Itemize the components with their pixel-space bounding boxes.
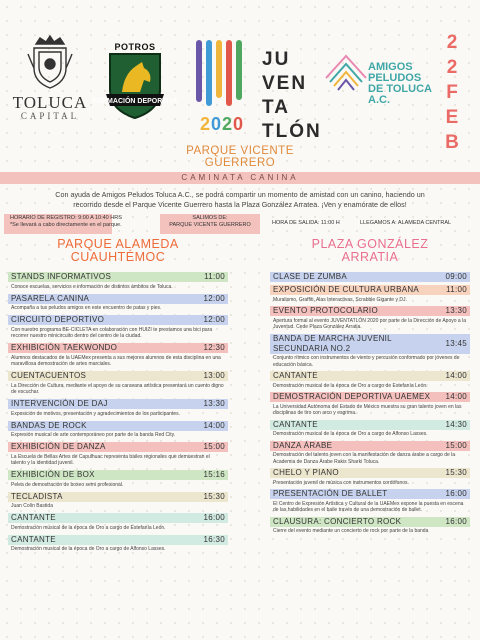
event-time: 15:30 xyxy=(445,468,467,477)
event-time: 11:00 xyxy=(446,285,467,294)
schedule-event xyxy=(270,334,470,369)
event-label: EXHIBICIÓN DE DANZA xyxy=(11,442,106,451)
event-label: EXPOSICIÓN DE CULTURA URBANA xyxy=(273,285,420,294)
event-header xyxy=(8,492,228,502)
event-header xyxy=(270,334,470,354)
event-label: CANTANTE xyxy=(273,371,318,380)
event-description: Pelea de demostración de boxeo semi profesional. xyxy=(11,481,124,488)
departure-time: HORA DE SALIDA: 11:00 H xyxy=(272,220,340,226)
event-label: TECLADISTA xyxy=(11,491,63,501)
event-header xyxy=(270,441,470,451)
event-time: 15:30 xyxy=(203,491,225,501)
amigos-peludos-logo xyxy=(322,50,432,110)
event-description: Muralismo, Graffiti, Alas Interactivas, Scrabble Gigante y DJ. xyxy=(273,296,407,303)
schedule-event xyxy=(8,343,228,368)
registration-box: HORARIO DE REGISTRO: 9:00 A 10:40 HRS *Se llevará a cabo directamente en el parque. xyxy=(4,214,112,234)
potros-logo xyxy=(92,42,178,122)
event-time: 16:00 xyxy=(203,513,225,522)
event-description: Demostración del talento joven con la manifestación de danza árabe a cargo de la Academia de Danza Árabe Rakis Sharki Toluca. xyxy=(273,452,456,465)
event-header xyxy=(270,272,470,282)
toluca-logo-text: TOLUCA xyxy=(12,93,88,112)
schedule-event xyxy=(8,442,228,467)
event-header xyxy=(8,535,228,545)
event-description: La Escuela de Bellas Artes de Capulhuac representa bailes regionales que demuestran el talento y la identidad juvenil. xyxy=(11,453,210,466)
event-header xyxy=(8,343,228,353)
event-description: Demostración musical de la época de Oro a cargo de Alfonso Lasses. xyxy=(11,546,166,552)
alameda-event-list xyxy=(8,272,228,553)
gonzalez-event-list xyxy=(270,272,470,535)
juventatlon-year: 2020 xyxy=(200,114,245,134)
event-label: CANTANTE xyxy=(11,513,56,522)
schedule-event xyxy=(8,470,228,488)
event-header xyxy=(270,420,470,430)
event-description: Acompaña a tus peludos amigos en este encuentro de patas y pies. xyxy=(11,305,162,311)
schedule-event xyxy=(270,392,470,417)
event-description: Demostración musical de la época de Oro a cargo de Alfonso Lasses. xyxy=(273,431,428,437)
event-time: 13:00 xyxy=(203,371,225,380)
event-time: 16:00 xyxy=(445,489,467,498)
logo-header xyxy=(0,0,480,153)
schedule-event xyxy=(270,517,470,535)
gonzalez-title: PLAZA GONZÁLEZ ARRATIA xyxy=(311,237,429,264)
event-description: Conjunto rítmico con instrumentos de viento y percusión conformado por jóvenes de educación básica. xyxy=(273,355,460,368)
event-description: Juan Colín Bastida xyxy=(11,503,53,509)
event-header xyxy=(270,371,470,381)
event-description: La Dirección de Cultura, mediante el apoyo de su caravana artística presentará un cuento digno de escuchar. xyxy=(11,382,224,395)
event-label: CLASE DE ZUMBA xyxy=(273,272,347,281)
event-time: 13:45 xyxy=(445,338,467,348)
event-header xyxy=(8,315,228,325)
intro-paragraph: Con ayuda de Amigos Peludos Toluca A.C., se podrá compartir un momento de amistad con un canino, haciendo un recorrido desde el Parque Vicente Guerrero hasta la Plaza González Arratea. ¡Ven y enamórate de ellos! xyxy=(55,190,425,209)
event-label: EXHIBICIÓN DE BOX xyxy=(11,470,95,479)
event-header xyxy=(270,306,470,316)
event-description: Expresión musical de arte contemporáneo por parte de la banda Red City. xyxy=(11,432,176,438)
schedule-event xyxy=(270,441,470,466)
schedule-event xyxy=(270,285,470,303)
event-header xyxy=(8,294,228,304)
event-description: Cierre del evento mediante un concierto de rock por parte de la banda xyxy=(273,528,429,534)
event-header xyxy=(8,399,228,409)
event-label: EVENTO PROTOCOLARIO xyxy=(273,306,378,315)
event-description: Apertura formal al evento JUVENTATLÓN 2020 por parte de la Dirección de Apoyo a la Juventud. Cede Plaza González Arratia. xyxy=(273,317,466,330)
event-label: CANTANTE xyxy=(273,419,318,429)
potros-banner-text: FORMACIÓN DEPORTIVA xyxy=(92,98,178,105)
event-label: INTERVENCIÓN DE DAJ xyxy=(11,399,108,408)
event-time: 11:00 xyxy=(204,272,225,281)
toluca-capital-logo xyxy=(12,34,88,121)
event-description: Conoce escuelas, servicios e información de distintos ámbitos de Toluca. xyxy=(11,283,173,290)
event-description: Alumnos destacados de la UAEMex presenta a sus mejores alumnos de esta disciplina en una maravillosa demostración de artes marciales. xyxy=(11,354,221,367)
event-label: DANZA ÁRABE xyxy=(273,440,333,450)
event-time: 13:30 xyxy=(445,306,467,315)
event-label: BANDA DE MARCHA JUVENIL SECUNDARIA NO.2 xyxy=(273,333,392,353)
event-description: Exposición de motivos, presentación y agradecimientos de los participantes. xyxy=(11,410,180,417)
event-label: CUENTACUENTOS xyxy=(11,371,87,380)
event-label: CIRCUITO DEPORTIVO xyxy=(11,315,105,324)
schedule-event xyxy=(270,272,470,282)
caminata-canina-band: CAMINATA CANINA xyxy=(0,172,480,184)
potros-logo-title: POTROS xyxy=(114,42,156,52)
event-header xyxy=(270,392,470,402)
juventatlon-wordmark: JU VEN TA TLÓN xyxy=(262,49,322,142)
event-time: 16:00 xyxy=(445,516,467,526)
departure-place-box: SALIMOS DE: PARQUE VICENTE GUERRERO xyxy=(160,214,260,234)
schedule-event xyxy=(8,294,228,312)
event-time: 09:00 xyxy=(445,272,467,281)
event-time: 14:00 xyxy=(203,420,225,430)
schedule-event xyxy=(8,421,228,439)
capital-logo-text: CAPITAL xyxy=(20,111,80,121)
schedule-event xyxy=(8,399,228,417)
event-date: 2 2 F E B xyxy=(445,32,459,153)
event-time: 14:00 xyxy=(445,371,467,380)
event-label: STANDS INFORMATIVOS xyxy=(11,272,112,281)
schedule-event xyxy=(270,468,470,486)
gonzalez-schedule xyxy=(270,238,470,538)
arrival-place: LLEGAMOS A: ALAMEDA CENTRAL xyxy=(360,220,452,226)
event-label: CHELO Y PIANO xyxy=(273,468,339,477)
event-time: 15:16 xyxy=(203,470,225,479)
juventatlon-logo xyxy=(190,40,340,142)
event-label: EXHIBICIÓN TAEKWONDO xyxy=(11,343,118,352)
schedule-info-bar xyxy=(0,214,480,234)
juventatlon-bars-icon xyxy=(194,40,254,120)
event-description: Demostración musical de la época de Oro a cargo de Estefanía León. xyxy=(273,382,428,389)
event-time: 13:30 xyxy=(203,399,225,408)
event-header xyxy=(270,285,470,295)
event-description: La Universidad Autónoma del Estado de México muestra su gran talento joven en las disciplinas de tiro con arco y esgrima. xyxy=(273,403,462,416)
event-label: CLAUSURA: CONCIERTO ROCK xyxy=(273,516,402,526)
event-label: DEMOSTRACIÓN DEPORTIVA UAEMEX xyxy=(273,392,431,401)
event-label: PASARELA CANINA xyxy=(11,293,90,303)
dog-house-icon xyxy=(322,50,370,100)
event-label: CANTANTE xyxy=(11,534,56,544)
event-time: 12:00 xyxy=(203,293,225,303)
alameda-title: PARQUE ALAMEDA CUAUHTÉMOC xyxy=(57,237,179,264)
event-header xyxy=(8,272,228,282)
event-header xyxy=(8,371,228,381)
schedule-event xyxy=(8,371,228,396)
schedule-event xyxy=(8,535,228,553)
event-time: 14:00 xyxy=(445,392,467,401)
event-description: Presentación juvenil de música con instrumentos cordófonos. xyxy=(273,479,409,486)
event-header xyxy=(8,442,228,452)
event-time: 12:30 xyxy=(203,343,225,352)
horse-shield-icon xyxy=(92,52,178,120)
venue-title: PARQUE VICENTE GUERRERO xyxy=(186,145,294,169)
event-header xyxy=(270,517,470,527)
event-time: 15:00 xyxy=(445,440,467,450)
event-description: Demostración musical de la época de Oro a cargo de Estefanía León. xyxy=(11,524,166,531)
alameda-schedule xyxy=(8,238,228,556)
amigos-peludos-wordmark: AMIGOS PELUDOS DE TOLUCA A.C. xyxy=(368,61,432,106)
event-header xyxy=(270,489,470,499)
schedule-event xyxy=(270,420,470,438)
toluca-crest-icon xyxy=(26,34,74,90)
schedule-event xyxy=(270,489,470,514)
event-time: 15:00 xyxy=(203,442,225,451)
event-header xyxy=(8,513,228,523)
schedule-event xyxy=(8,513,228,531)
schedule-event xyxy=(8,492,228,510)
event-time: 14:30 xyxy=(445,419,467,429)
schedule-event xyxy=(8,315,228,340)
event-header xyxy=(270,468,470,478)
event-header xyxy=(8,470,228,480)
event-label: PRESENTACIÓN DE BALLET xyxy=(273,489,388,498)
event-description: El Centro de Expresión Artística y Cultural de la UAEMex expone la puesta en escena de las habilidades en el baile través de una demostración de ballet. xyxy=(273,500,464,513)
schedule-event xyxy=(270,371,470,389)
event-header xyxy=(8,421,228,431)
event-label: BANDAS DE ROCK xyxy=(11,420,87,430)
event-description: Con nuestro programa BE-CICLETA en colaboración con HUIZI te prestamos una bici para recorrer nuestro minicircuito dentro del centro de la ciudad. xyxy=(11,326,213,339)
schedule-event xyxy=(270,306,470,331)
schedule-event xyxy=(8,272,228,290)
event-time: 12:00 xyxy=(203,315,225,324)
event-time: 16:30 xyxy=(203,534,225,544)
